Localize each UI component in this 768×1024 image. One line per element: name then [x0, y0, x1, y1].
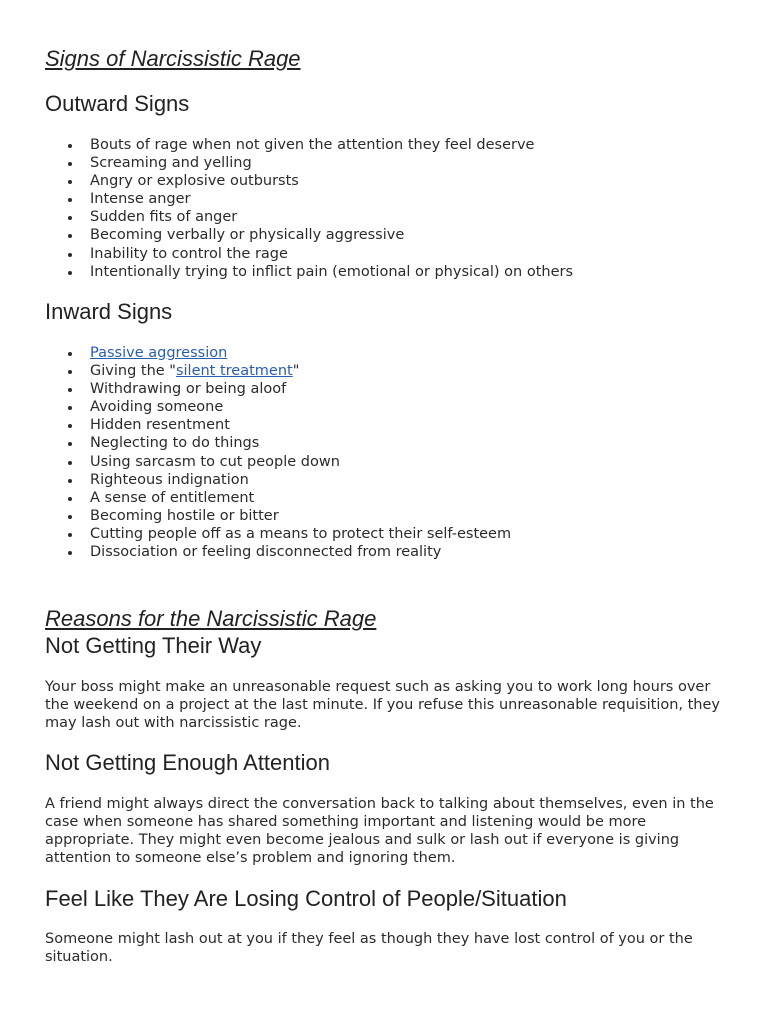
giving-prefix: Giving the ": [90, 363, 176, 380]
list-item: Hidden resentment: [45, 416, 511, 434]
reason-heading-way: Not Getting Their Way: [45, 633, 262, 658]
inward-signs-list: [45, 344, 511, 561]
giving-suffix: ": [292, 363, 300, 380]
outward-signs-list: [45, 136, 573, 281]
list-item: Cutting people off as a means to protect their self-esteem: [45, 525, 511, 543]
inward-signs-heading: Inward Signs: [45, 299, 173, 324]
passive-aggression-link[interactable]: Passive aggression: [90, 345, 228, 361]
list-item: Angry or explosive outbursts: [45, 172, 573, 190]
reason-heading-control: Feel Like They Are Losing Control of People/Situation: [45, 886, 567, 911]
list-item: Becoming verbally or physically aggressive: [45, 226, 573, 244]
signs-title: Signs of Narcissistic Rage: [45, 46, 301, 71]
list-item: Becoming hostile or bitter: [45, 507, 511, 525]
list-item: Withdrawing or being aloof: [45, 380, 511, 398]
list-item: Dissociation or feeling disconnected from reality: [45, 543, 511, 561]
list-item: Sudden fits of anger: [45, 208, 573, 226]
list-item: Intentionally trying to inflict pain (emotional or physical) on others: [45, 263, 573, 281]
list-item: A sense of entitlement: [45, 489, 511, 507]
reason-paragraph-way: Your boss might make an unreasonable request such as asking you to work long hours over the weekend on a project at the last minute. If you refuse this unreasonable requisition, they may lash out with narcissistic rage.: [45, 679, 721, 732]
list-item: Intense anger: [45, 190, 573, 208]
list-item: Screaming and yelling: [45, 154, 573, 172]
list-item: Neglecting to do things: [45, 434, 511, 452]
reason-paragraph-attention: A friend might always direct the conversation back to talking about themselves, even in the case when someone has shared something important and listening would be more appropriate. They might even become jealous and sulk or lash out if everyone is giving attention to someone else’s problem and ignoring them.: [45, 796, 714, 867]
list-item: Using sarcasm to cut people down: [45, 453, 511, 471]
outward-signs-heading: Outward Signs: [45, 91, 190, 116]
silent-treatment-link[interactable]: silent treatment: [175, 363, 293, 380]
list-item: Righteous indignation: [45, 471, 511, 489]
reason-paragraph-control: Someone might lash out at you if they feel as though they have lost control of you or the situation.: [45, 931, 693, 966]
list-item: Avoiding someone: [45, 398, 511, 416]
list-item: Inability to control the rage: [45, 245, 573, 263]
reasons-title: Reasons for the Narcissistic Rage: [45, 606, 377, 631]
reason-heading-attention: Not Getting Enough Attention: [45, 750, 330, 775]
list-item: Bouts of rage when not given the attention they feel deserve: [45, 136, 573, 154]
list-item: [45, 362, 511, 380]
list-item: [45, 344, 511, 362]
